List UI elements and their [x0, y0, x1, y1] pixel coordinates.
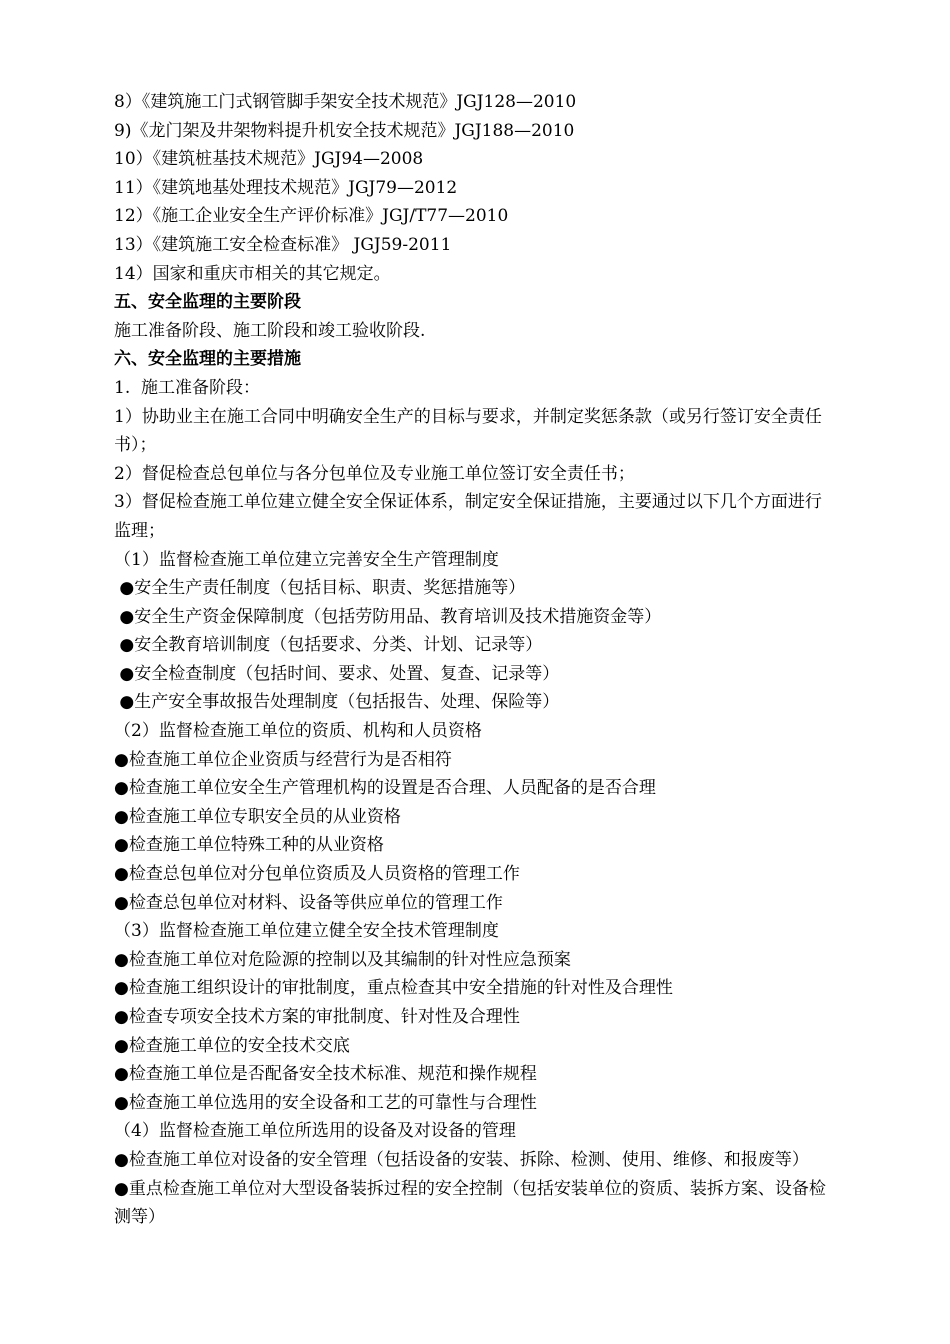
section-heading: 五、安全监理的主要阶段 — [114, 292, 301, 313]
bullet-item: ●安全生产资金保障制度（包括劳防用品、教育培训及技术措施资金等） — [114, 606, 662, 627]
list-item: 14）国家和重庆市相关的其它规定。 — [114, 263, 391, 284]
bullet-item: ●检查施工单位对设备的安全管理（包括设备的安装、拆除、检测、使用、维修、和报废等） — [114, 1149, 809, 1170]
bullet-item: ●检查施工单位企业资质与经营行为是否相符 — [114, 749, 452, 770]
document-page — [114, 88, 838, 1232]
list-item: 12）《施工企业安全生产评价标准》JGJ/T77—2010 — [114, 206, 509, 227]
bullet-item: ●安全教育培训制度（包括要求、分类、计划、记录等） — [114, 635, 543, 656]
bullet-item: ●检查施工单位特殊工种的从业资格 — [114, 835, 384, 856]
paragraph: 施工准备阶段、施工阶段和竣工验收阶段. — [114, 320, 426, 341]
bullet-item: ●安全生产责任制度（包括目标、职责、奖惩措施等） — [114, 578, 526, 599]
list-item: 9)《龙门架及井架物料提升机安全技术规范》JGJ188—2010 — [114, 120, 575, 141]
bullet-item: ●生产安全事故报告处理制度（包括报告、处理、保险等） — [114, 692, 560, 713]
paragraph: 1）协助业主在施工合同中明确安全生产的目标与要求，并制定奖惩条款（或另行签订安全责任书）； — [114, 406, 822, 456]
subheading: （4）监督检查施工单位所选用的设备及对设备的管理 — [114, 1121, 516, 1142]
bullet-item: ●检查总包单位对材料、设备等供应单位的管理工作 — [114, 892, 503, 913]
subheading: （1）监督检查施工单位建立完善安全生产管理制度 — [114, 549, 499, 570]
list-item: 10）《建筑桩基技术规范》JGJ94—2008 — [114, 149, 424, 170]
subheading: （3）监督检查施工单位建立健全安全技术管理制度 — [114, 921, 499, 942]
bullet-item: ●检查施工单位专职安全员的从业资格 — [114, 806, 401, 827]
subheading: 1. 施工准备阶段： — [114, 377, 261, 398]
bullet-item: ●检查施工单位对危险源的控制以及其编制的针对性应急预案 — [114, 949, 571, 970]
bullet-item: ●检查专项安全技术方案的审批制度、针对性及合理性 — [114, 1007, 520, 1027]
subheading: （2）监督检查施工单位的资质、机构和人员资格 — [114, 721, 482, 742]
paragraph: 3）督促检查施工单位建立健全安全保证体系，制定安全保证措施，主要通过以下几个方面进行监理； — [114, 492, 822, 541]
section-heading: 六、安全监理的主要措施 — [114, 349, 301, 370]
bullet-item: ●检查总包单位对分包单位资质及人员资格的管理工作 — [114, 864, 520, 885]
bullet-item: ●检查施工组织设计的审批制度，重点检查其中安全措施的针对性及合理性 — [114, 978, 673, 999]
paragraph: 2）督促检查总包单位与各分包单位及专业施工单位签订安全责任书； — [114, 463, 635, 484]
bullet-item: ●检查施工单位是否配备安全技术标准、规范和操作规程 — [114, 1064, 537, 1085]
bullet-item: ●检查施工单位选用的安全设备和工艺的可靠性与合理性 — [114, 1092, 537, 1113]
bullet-item: ●安全检查制度（包括时间、要求、处置、复查、记录等） — [114, 663, 560, 684]
list-item: 13）《建筑施工安全检查标准》 JGJ59-2011 — [114, 234, 452, 255]
list-item: 8）《建筑施工门式钢管脚手架安全技术规范》JGJ128—2010 — [114, 92, 577, 112]
list-item: 11）《建筑地基处理技术规范》JGJ79—2012 — [114, 177, 458, 198]
bullet-item: ●检查施工单位安全生产管理机构的设置是否合理、人员配备的是否合理 — [114, 778, 656, 799]
bullet-item: ●重点检查施工单位对大型设备装拆过程的安全控制（包括安装单位的资质、装拆方案、设备检测等） — [114, 1178, 826, 1228]
bullet-item: ●检查施工单位的安全技术交底 — [114, 1035, 350, 1056]
